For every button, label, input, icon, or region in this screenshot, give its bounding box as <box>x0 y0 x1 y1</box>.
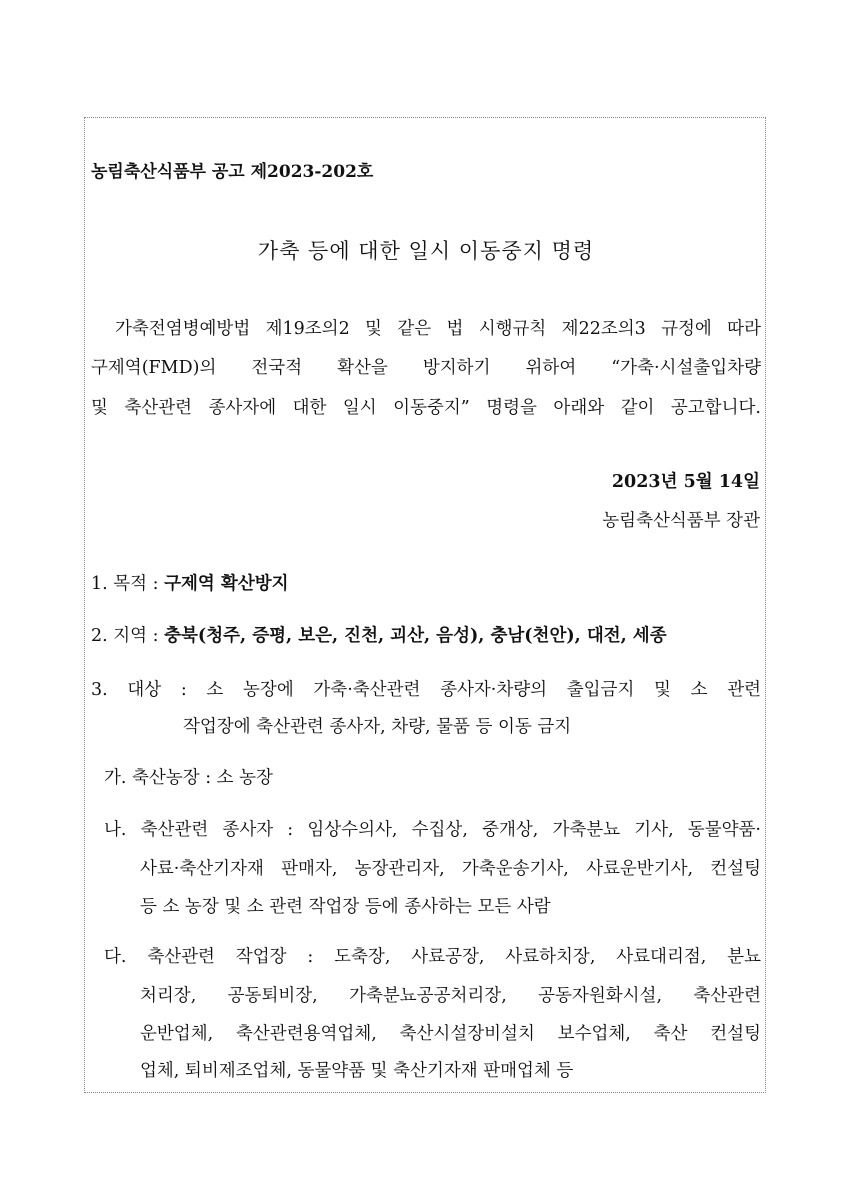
item-purpose-label: 1. 목적 : <box>91 574 159 594</box>
sub-item-da-line-1: 다. 축산관련 작업장 : 도축장, 사료공장, 사료하치장, 사료대리점, 분뇨 <box>104 947 761 967</box>
sub-item-na-line-3: 등 소 농장 및 소 관련 작업장 등에 종사하는 모든 사람 <box>140 897 551 917</box>
sub-item-da-line-3: 운반업체, 축산관련용역업체, 축산시설장비설치 보수업체, 축산 컨설팅 <box>140 1024 761 1044</box>
body-line-2: 구제역(FMD)의 전국적 확산을 방지하기 위하여 “가축·시설출입차량 <box>91 358 761 378</box>
item-region <box>91 624 667 648</box>
notice-date: 2023년 5월 14일 <box>611 472 760 492</box>
item-purpose-value: 구제역 확산방지 <box>164 574 289 594</box>
item-region-label: 2. 지역 : <box>91 626 159 646</box>
notice-number: 농림축산식품부 공고 제2023-202호 <box>91 162 374 182</box>
item-purpose <box>91 572 289 596</box>
item-region-value: 충북(청주, 증평, 보은, 진천, 괴산, 음성), 충남(천안), 대전, 세종 <box>164 626 667 646</box>
notice-title: 가축 등에 대한 일시 이동중지 명령 <box>257 239 595 263</box>
sub-item-ga: 가. 축산농장 : 소 농장 <box>104 768 273 788</box>
item-target-line-2: 작업장에 축산관련 종사자, 차량, 물품 등 이동 금지 <box>183 717 572 737</box>
sub-item-na-line-1: 나. 축산관련 종사자 : 임상수의사, 수집상, 중개상, 가축분뇨 기사, 동물약품· <box>104 820 761 840</box>
sub-item-na-line-2: 사료·축산기자재 판매자, 농장관리자, 가축운송기사, 사료운반기사, 컨설팅 <box>140 859 761 879</box>
body-line-1: 가축전염병예방법 제19조의2 및 같은 법 시행규칙 제22조의3 규정에 따라 <box>115 319 761 339</box>
sub-item-da-line-2: 처리장, 공동퇴비장, 가축분뇨공공처리장, 공동자원화시설, 축산관련 <box>140 986 761 1006</box>
item-target-line-1: 3. 대상 : 소 농장에 가축·축산관련 종사자·차량의 출입금지 및 소 관련 <box>91 680 761 700</box>
notice-issuer: 농림축산식품부 장관 <box>602 511 760 531</box>
sub-item-da-line-4: 업체, 퇴비제조업체, 동물약품 및 축산기자재 판매업체 등 <box>140 1061 574 1081</box>
body-line-3: 및 축산관련 종사자에 대한 일시 이동중지” 명령을 아래와 같이 공고합니다. <box>91 398 761 418</box>
